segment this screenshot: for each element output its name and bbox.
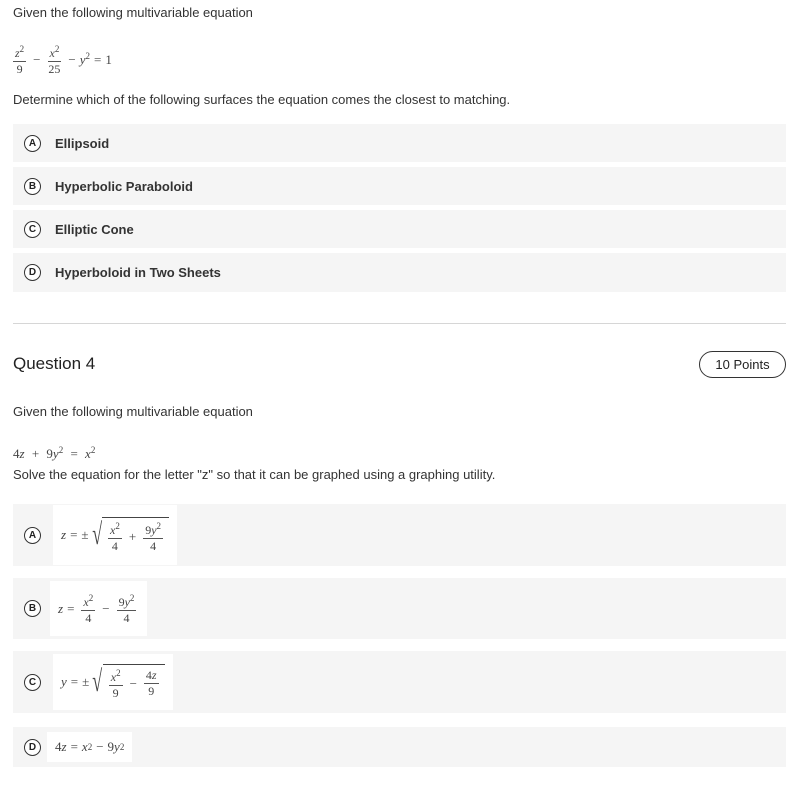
q3-prompt: Given the following multivariable equation bbox=[13, 5, 253, 20]
math-coef: 4 bbox=[55, 739, 62, 754]
option-letter-badge: C bbox=[24, 674, 41, 691]
q4-instruction: Solve the equation for the letter "z" so that it can be graphed using a graphing utility. bbox=[13, 467, 496, 482]
math-var: x bbox=[83, 595, 89, 609]
q3-eq-x: x bbox=[49, 46, 55, 60]
math-den: 9 bbox=[148, 684, 155, 698]
math-exp: 2 bbox=[115, 521, 120, 531]
q4-option-b[interactable] bbox=[13, 578, 786, 639]
math-exp: 2 bbox=[129, 593, 135, 603]
option-label: Hyperbolic Paraboloid bbox=[55, 178, 193, 194]
square-root bbox=[89, 517, 169, 553]
q3-option-a[interactable] bbox=[13, 124, 786, 162]
option-letter-badge: D bbox=[24, 739, 41, 756]
q4-eq-plus: + bbox=[31, 446, 40, 461]
math-var: x bbox=[81, 739, 88, 754]
math-var: x bbox=[110, 523, 116, 537]
option-math bbox=[50, 581, 147, 636]
q3-option-b[interactable] bbox=[13, 167, 786, 205]
math-op: − bbox=[129, 675, 137, 691]
math-den: 4 bbox=[123, 611, 130, 625]
math-var: y bbox=[151, 523, 157, 537]
math-den: 9 bbox=[112, 686, 119, 700]
option-letter-badge: B bbox=[24, 600, 41, 617]
q4-option-a[interactable] bbox=[13, 504, 786, 566]
math-den: 4 bbox=[85, 611, 92, 625]
question-divider bbox=[13, 323, 786, 324]
option-label: Elliptic Cone bbox=[55, 221, 134, 237]
q4-option-d[interactable] bbox=[13, 727, 786, 767]
math-var: x bbox=[110, 670, 117, 684]
math-equals: = bbox=[70, 674, 79, 689]
q3-eq-minus2: − bbox=[68, 51, 76, 67]
math-op: − bbox=[96, 739, 104, 754]
math-var: z bbox=[61, 739, 67, 754]
q3-eq-x-exp: 2 bbox=[54, 44, 60, 54]
option-letter-badge: A bbox=[24, 135, 41, 152]
square-root bbox=[89, 664, 164, 700]
q3-eq-z: z bbox=[15, 46, 20, 60]
q3-eq-equals: = bbox=[93, 51, 102, 67]
option-math bbox=[53, 505, 177, 565]
math-exp: 2 bbox=[88, 593, 94, 603]
question-title: Question 4 bbox=[13, 354, 96, 373]
radical-sign-icon: √ bbox=[91, 518, 102, 551]
q3-eq-y-exp: 2 bbox=[85, 51, 90, 61]
math-coef: 9 bbox=[145, 523, 152, 537]
option-letter-badge: A bbox=[24, 527, 41, 544]
math-equals: = bbox=[70, 527, 78, 542]
math-lhs: z bbox=[61, 527, 67, 542]
q4-eq-coef-a: 4 bbox=[13, 446, 20, 461]
q4-option-c[interactable] bbox=[13, 651, 786, 713]
option-letter-badge: D bbox=[24, 264, 41, 281]
q3-instruction: Determine which of the following surfaces the equation comes the closest to matching. bbox=[13, 92, 511, 107]
math-var: y bbox=[124, 595, 130, 609]
option-math bbox=[47, 732, 132, 762]
math-equals: = bbox=[70, 739, 78, 754]
q3-eq-y: y bbox=[79, 52, 86, 67]
q3-eq-rhs: 1 bbox=[105, 51, 112, 67]
math-plus-minus: ± bbox=[82, 674, 90, 689]
math-exp: 2 bbox=[116, 668, 121, 678]
math-coef: 9 bbox=[118, 595, 125, 609]
q4-prompt: Given the following multivariable equation bbox=[13, 404, 253, 419]
q4-eq-x: x bbox=[85, 446, 91, 461]
q3-eq-z-den: 9 bbox=[16, 62, 23, 76]
q3-eq-minus1: − bbox=[33, 51, 41, 67]
q4-eq-x-exp: 2 bbox=[90, 445, 96, 455]
q4-eq-z: z bbox=[19, 446, 25, 461]
q3-eq-x-den: 25 bbox=[48, 62, 61, 76]
q3-option-c[interactable] bbox=[13, 210, 786, 248]
option-letter-badge: C bbox=[24, 221, 41, 238]
q3-equation bbox=[13, 43, 112, 76]
q4-eq-equals: = bbox=[70, 446, 78, 461]
option-label: Ellipsoid bbox=[55, 135, 110, 151]
math-exp: 2 bbox=[156, 521, 162, 531]
option-label: Hyperboloid in Two Sheets bbox=[55, 265, 221, 280]
q3-frac-x bbox=[48, 43, 62, 76]
math-coef: 4 bbox=[145, 668, 152, 682]
math-equals: = bbox=[67, 600, 75, 616]
math-exp: 2 bbox=[119, 742, 125, 752]
radical-sign-icon: √ bbox=[92, 665, 103, 698]
q4-equation bbox=[13, 445, 95, 462]
option-letter-badge: B bbox=[24, 178, 41, 195]
q3-frac-z bbox=[13, 43, 26, 76]
q4-eq-y-exp: 2 bbox=[58, 445, 64, 455]
q3-eq-z-exp: 2 bbox=[19, 44, 25, 54]
math-den: 4 bbox=[111, 539, 118, 553]
math-op: − bbox=[102, 600, 110, 616]
q4-eq-coef-b: 9 bbox=[46, 446, 53, 461]
math-lhs: z bbox=[58, 600, 64, 616]
math-exp: 2 bbox=[87, 742, 93, 752]
points-badge: 10 Points bbox=[699, 351, 786, 378]
math-den: 4 bbox=[150, 539, 157, 553]
math-plus-minus: ± bbox=[81, 527, 89, 542]
math-op: + bbox=[128, 528, 137, 544]
math-coef: 9 bbox=[107, 739, 115, 754]
math-var: y bbox=[114, 739, 120, 754]
q4-eq-y: y bbox=[52, 446, 59, 461]
math-lhs: y bbox=[61, 674, 67, 689]
option-math bbox=[53, 654, 173, 710]
math-var: z bbox=[151, 668, 157, 682]
q3-option-d[interactable] bbox=[13, 253, 786, 292]
